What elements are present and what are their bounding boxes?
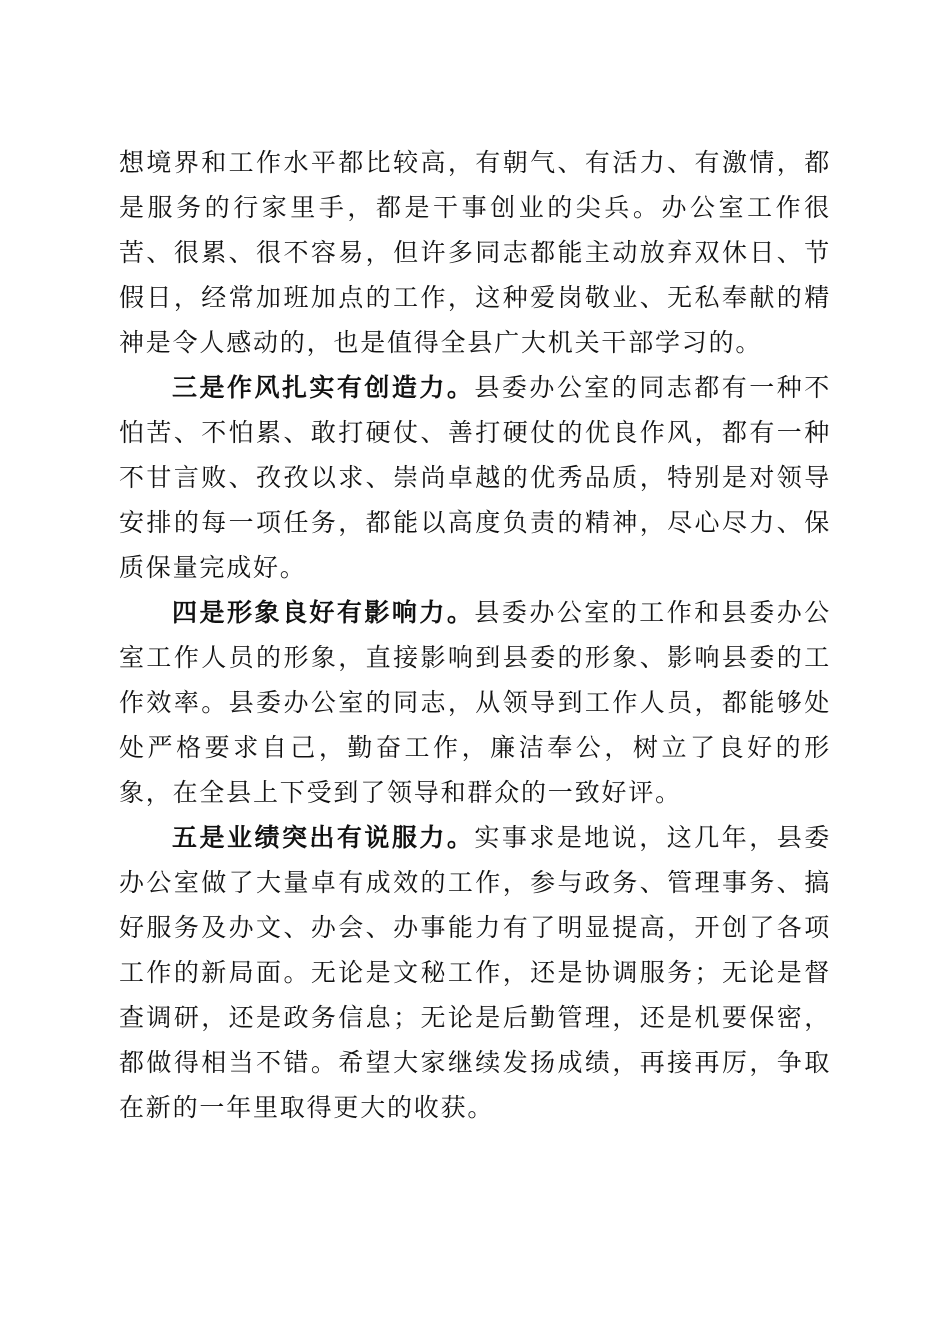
paragraph-2-text: 县委办公室的同志都有一种不怕苦、不怕累、敢打硬仗、善打硬仗的优良作风，都有一种不甘言败、孜孜以求、崇尚卓越的优秀品质，特别是对领导安排的每一项任务，都能以高度负责的精神，尽心尽力、保质保量完成好。 (119, 373, 831, 582)
paragraph-1 (119, 140, 831, 365)
paragraph-4 (119, 815, 831, 1130)
paragraph-3-text: 县委办公室的工作和县委办公室工作人员的形象，直接影响到县委的形象、影响县委的工作效率。县委办公室的同志，从领导到工作人员，都能够处处严格要求自己，勤奋工作，廉洁奉公，树立了良好的形象，在全县上下受到了领导和群众的一致好评。 (119, 598, 831, 807)
paragraph-3-lead: 四是形象良好有影响力。 (172, 598, 475, 627)
paragraph-3 (119, 590, 831, 815)
paragraph-2 (119, 365, 831, 590)
paragraph-4-text: 实事求是地说，这几年，县委办公室做了大量卓有成效的工作，参与政务、管理事务、搞好服务及办文、办会、办事能力有了明显提高，开创了各项工作的新局面。无论是文秘工作，还是协调服务；无论是督查调研，还是政务信息；无论是后勤管理，还是机要保密，都做得相当不错。希望大家继续发扬成绩，再接再厉，争取在新的一年里取得更大的收获。 (119, 823, 831, 1122)
document-body (119, 140, 831, 1130)
paragraph-4-lead: 五是业绩突出有说服力。 (172, 823, 475, 852)
paragraph-1-text: 想境界和工作水平都比较高，有朝气、有活力、有激情，都是服务的行家里手，都是干事创业的尖兵。办公室工作很苦、很累、很不容易，但许多同志都能主动放弃双休日、节假日，经常加班加点的工作，这种爱岗敬业、无私奉献的精神是令人感动的，也是值得全县广大机关干部学习的。 (119, 148, 831, 357)
paragraph-2-lead: 三是作风扎实有创造力。 (172, 373, 475, 402)
